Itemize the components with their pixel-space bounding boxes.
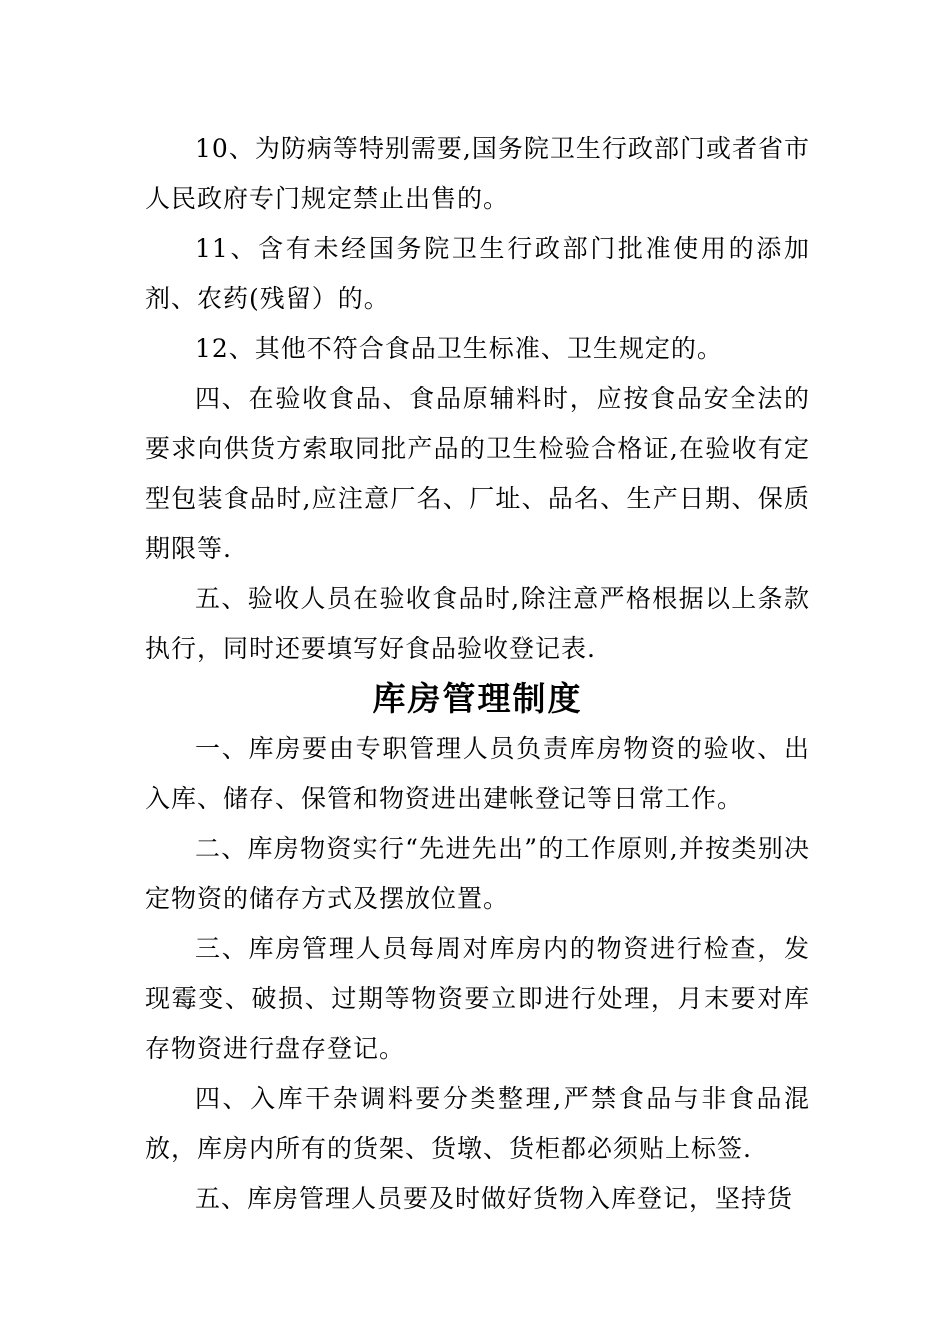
paragraph-item-10: 10、为防病等特别需要,国务院卫生行政部门或者省市人民政府专门规定禁止出售的。: [145, 134, 810, 213]
paragraph-item-11: 11、含有未经国务院卫生行政部门批准使用的添加剂、农药(残留）的。: [145, 234, 810, 313]
warehouse-rule-2: 二、库房物资实行“先进先出”的工作原则,并按类别决定物资的储存方式及摆放位置。: [145, 834, 810, 913]
document-body: [145, 124, 810, 1224]
warehouse-rule-1: 一、库房要由专职管理人员负责库房物资的验收、出入库、储存、保管和物资进出建帐登记等日常工作。: [145, 734, 810, 813]
warehouse-rule-5: 五、库房管理人员要及时做好货物入库登记，坚持货: [195, 1184, 794, 1213]
warehouse-rule-4: 四、入库干杂调料要分类整理,严禁食品与非食品混放，库房内所有的货架、货墩、货柜都必须贴上标签.: [145, 1084, 810, 1163]
section-title: 库房管理制度: [372, 679, 583, 718]
paragraph-section-4: 四、在验收食品、食品原辅料时，应按食品安全法的要求向供货方索取同批产品的卫生检验合格证,在验收有定型包装食品时,应注意厂名、厂址、品名、生产日期、保质期限等.: [145, 384, 810, 563]
warehouse-rule-3: 三、库房管理人员每周对库房内的物资进行检查，发现霉变、破损、过期等物资要立即进行处理，月末要对库存物资进行盘存登记。: [145, 934, 810, 1063]
paragraph-section-5: 五、验收人员在验收食品时,除注意严格根据以上条款执行，同时还要填写好食品验收登记表.: [145, 584, 810, 663]
paragraph-item-12: 12、其他不符合食品卫生标准、卫生规定的。: [195, 334, 723, 363]
